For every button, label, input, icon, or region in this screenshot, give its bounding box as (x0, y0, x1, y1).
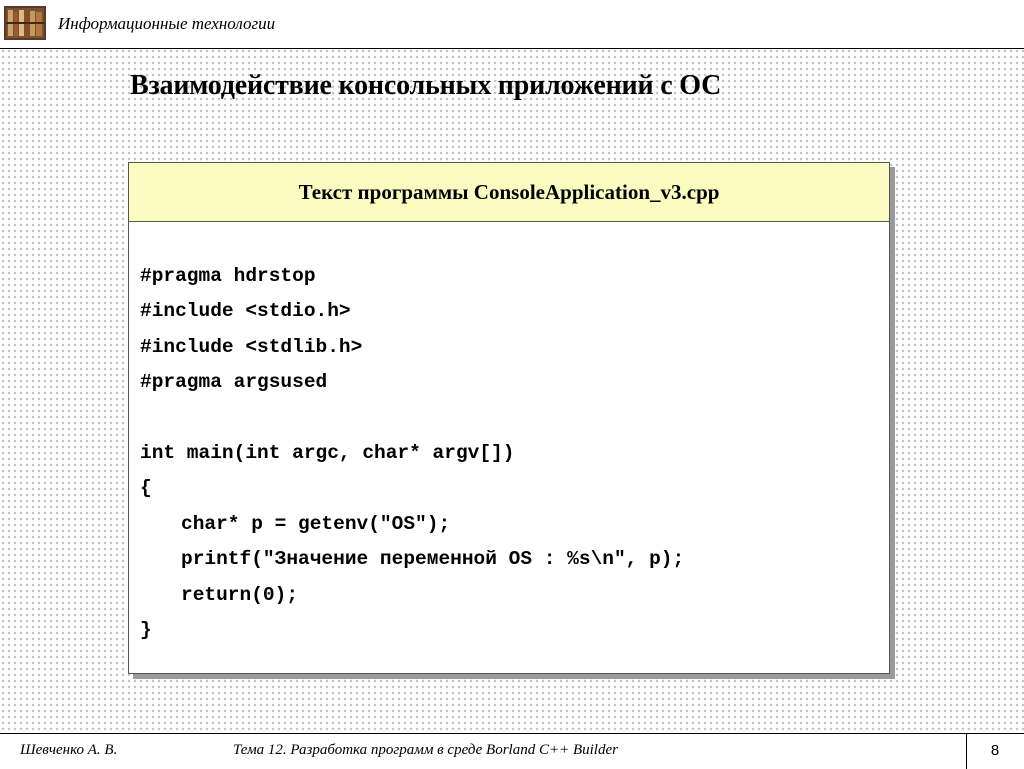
code-line: printf("Значение переменной OS : %s\n", p); (181, 548, 685, 571)
code-box (128, 162, 890, 674)
books-icon (4, 6, 46, 40)
code-line: char* p = getenv("OS"); (181, 512, 451, 535)
code-blank-line (140, 401, 684, 436)
slide-footer (0, 733, 1024, 769)
code-line: #pragma hdrstop (140, 265, 316, 287)
code-line: return(0); (181, 583, 299, 606)
footer-author: Шевченко А. В. (20, 742, 118, 758)
code-box-header (129, 163, 889, 222)
code-line: #include <stdlib.h> (140, 335, 363, 358)
header-title: Информационные технологии (58, 14, 276, 33)
code-line: } (140, 618, 152, 641)
slide-title: Взаимодействие консольных приложений с ОС (130, 70, 722, 101)
code-box-title: Текст программы ConsoleApplication_v3.cpp (298, 179, 720, 204)
code-listing (140, 259, 684, 648)
footer-topic: Тема 12. Разработка программ в среде Borland C++ Builder (233, 742, 618, 758)
code-line: #pragma argsused (140, 371, 328, 394)
slide-header (0, 0, 1024, 49)
code-line: { (140, 477, 152, 500)
code-line: int main(int argc, char* argv[]) (140, 441, 515, 464)
page-number: 8 (990, 742, 1000, 759)
code-line: #include <stdio.h> (140, 300, 351, 323)
